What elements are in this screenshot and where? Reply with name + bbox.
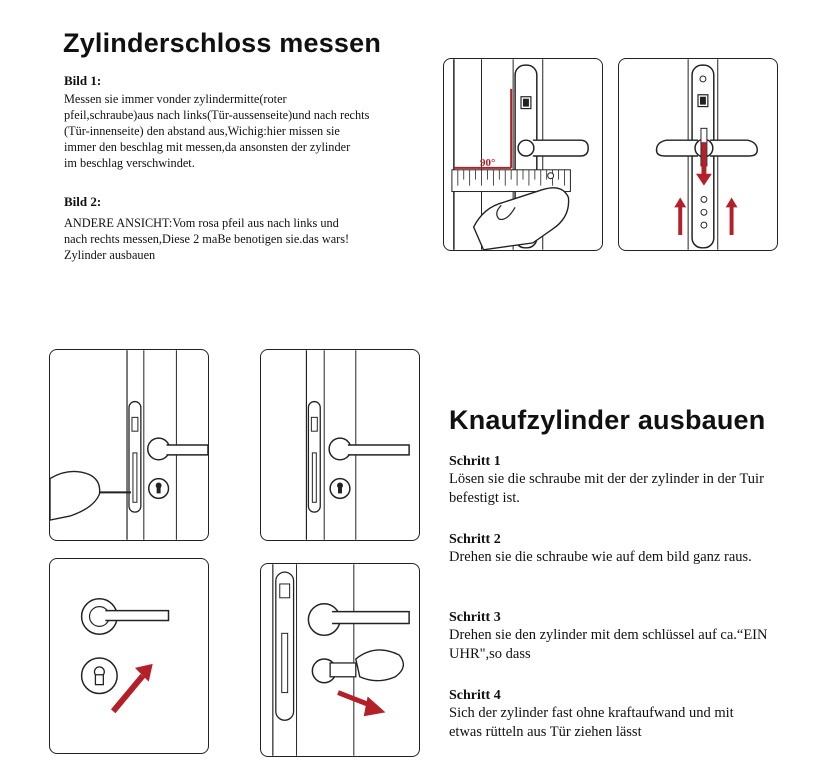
step-4: [449, 688, 819, 742]
arrows-drawing: [619, 59, 777, 250]
step-3-line: UHR",so dass: [449, 646, 531, 662]
step-3-line: Drehen sie den zylinder mit dem schlüssel auf ca.“EIN: [449, 627, 768, 643]
step-4-line: Sich der zylinder fast ohne kraftaufwand und mit: [449, 705, 734, 721]
bild2-line: ANDERE ANSICHT:Vom rosa pfeil aus nach links und: [64, 216, 339, 230]
bild2-text: [64, 215, 404, 263]
illustration-step1: [49, 349, 209, 541]
section2-title: Knaufzylinder ausbauen: [449, 405, 766, 435]
bild1-line: pfeil,schraube)aus nach links(Tür-aussenseite)und nach rechts: [64, 108, 370, 122]
bild2-line: Zylinder ausbauen: [64, 248, 156, 262]
bild2-line: nach rechts messen,Diese 2 maBe benotigen sie.das wars!: [64, 232, 350, 246]
ruler-drawing: [444, 59, 602, 250]
step-1-line: Lösen sie die schraube mit der der zylinder in der Tuir: [449, 471, 764, 487]
illustration-measure-arrows: [618, 58, 778, 251]
bild1-line: Messen sie immer vonder zylindermitte(roter: [64, 92, 287, 106]
illustration-step3: [49, 558, 209, 754]
bild1-line: immer den beschlag mit messen,da ansonsten der zylinder: [64, 140, 351, 154]
bild2-label: Bild 2:: [64, 194, 102, 209]
step-2-title: Schritt 2: [449, 532, 501, 547]
step3-drawing: [50, 559, 208, 753]
step-4-line: etwas rütteln aus Tür ziehen lässt: [449, 724, 642, 740]
illustration-step2: [260, 349, 420, 541]
step4-drawing: [261, 564, 419, 756]
step-1-title: Schritt 1: [449, 454, 501, 469]
bild1-line: im beschlag verschwindet.: [64, 156, 195, 170]
step2-drawing: [261, 350, 419, 540]
step1-drawing: [50, 350, 208, 540]
bild1-label: Bild 1:: [64, 73, 102, 88]
step-4-title: Schritt 4: [449, 688, 501, 703]
bild1-line: (Tür-innenseite) den abstand aus,Wichig:hier missen sie: [64, 124, 340, 138]
step-3: [449, 610, 819, 664]
bild1-text: [64, 91, 404, 171]
step-3-title: Schritt 3: [449, 610, 501, 625]
angle-label: 90°: [480, 157, 496, 169]
section1-title: Zylinderschloss messen: [63, 28, 382, 58]
step-2: [449, 532, 819, 567]
illustration-step4: [260, 563, 420, 757]
step-1: [449, 454, 819, 508]
step-2-line: Drehen sie die schraube wie auf dem bild ganz raus.: [449, 549, 752, 565]
step-1-line: befestigt ist.: [449, 490, 520, 506]
illustration-measure-ruler: [443, 58, 603, 251]
